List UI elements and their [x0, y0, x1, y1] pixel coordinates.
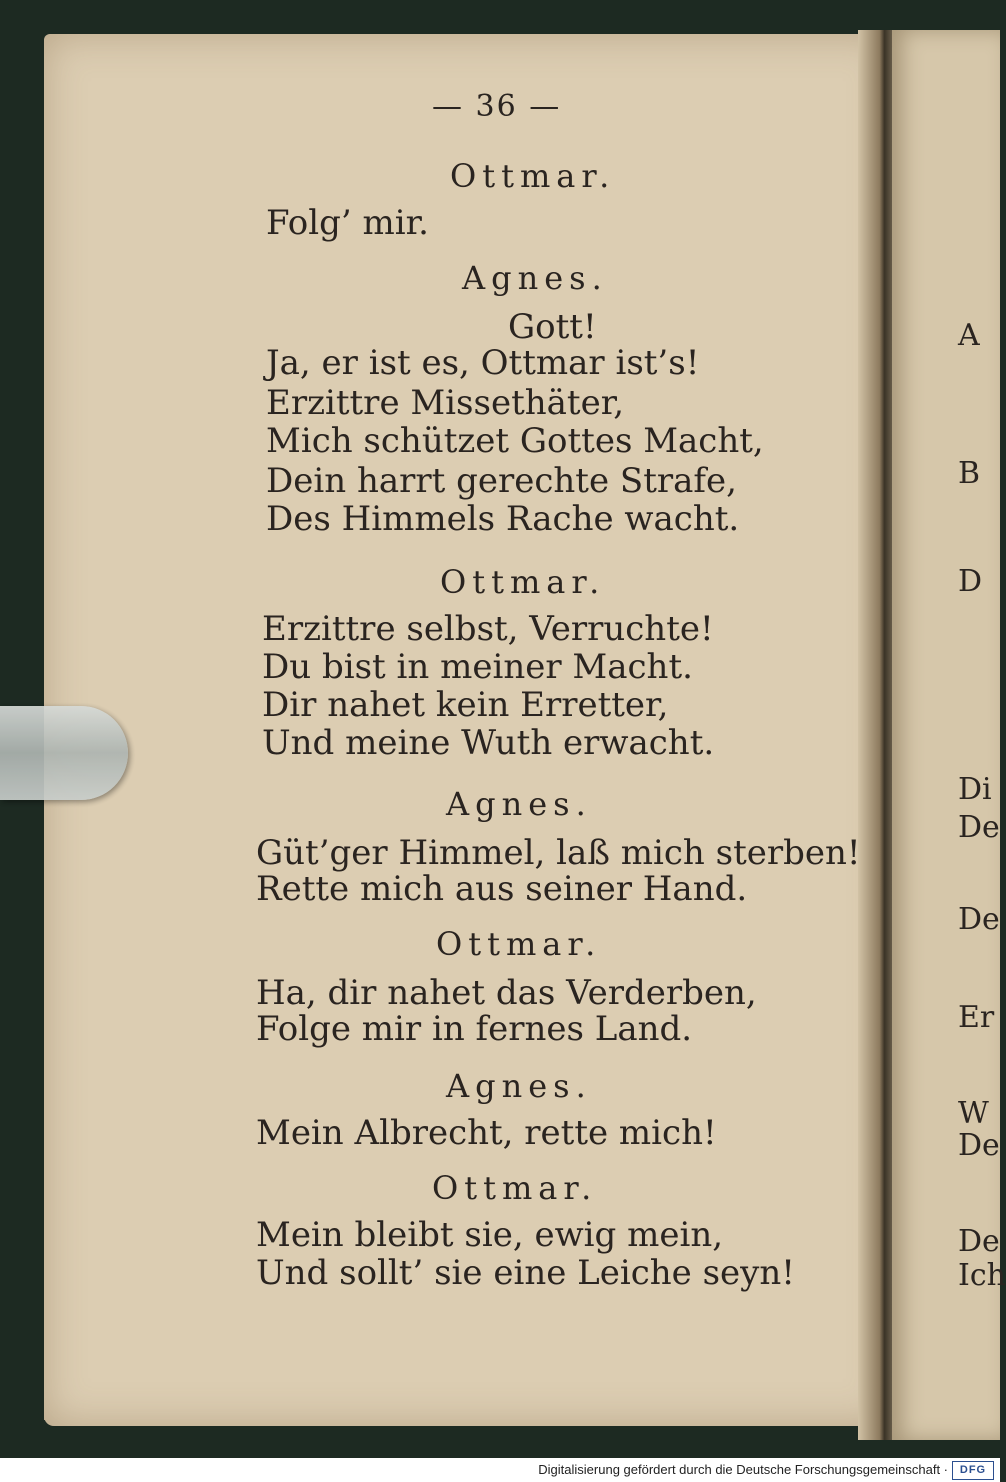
verse-line: Und sollt’ sie eine Leiche seyn! [256, 1253, 795, 1293]
right-page-fragment: W [958, 1096, 989, 1131]
speaker-ottmar: Ottmar. [436, 925, 602, 963]
speaker-agnes: Agnes. [446, 785, 592, 823]
right-page-fragment: A [958, 318, 980, 353]
right-page-fragment: De [958, 810, 1000, 845]
verse-line: Mein bleibt sie, ewig mein, [256, 1215, 724, 1255]
verse-line: Des Himmels Rache wacht. [266, 499, 740, 539]
speaker-agnes: Agnes. [446, 1067, 592, 1105]
verse-line: Ja, er ist es, Ottmar ist’s! [266, 343, 700, 383]
right-page-fragment: Er [958, 1000, 995, 1035]
speaker-ottmar: Ottmar. [432, 1169, 598, 1207]
verse-line: Ha, dir nahet das Verderben, [256, 973, 757, 1013]
verse-line: Erzittre selbst, Verruchte! [262, 609, 714, 649]
verse-line: Mein Albrecht, rette mich! [256, 1113, 717, 1153]
speaker-ottmar: Ottmar. [440, 563, 606, 601]
verse-line: Rette mich aus seiner Hand. [256, 869, 748, 909]
right-page-fragment: Di [958, 772, 992, 807]
verse-line: Gott! [508, 307, 597, 347]
verse-line: Folg’ mir. [266, 203, 429, 243]
verse-line: Folge mir in fernes Land. [256, 1009, 693, 1049]
speaker-ottmar: Ottmar. [450, 157, 616, 195]
verse-line: Dein harrt gerechte Strafe, [266, 461, 737, 501]
verse-line: Dir nahet kein Erretter, [262, 685, 669, 725]
verse-line: Güt’ger Himmel, laß mich sterben! [256, 833, 861, 873]
page-number: — 36 — [432, 89, 562, 124]
footer-credit: Digitalisierung gefördert durch die Deutsche Forschungsgemeinschaft · [538, 1462, 948, 1477]
dfg-logo: DFG [952, 1461, 994, 1480]
right-page-fragment: De [958, 1224, 1000, 1259]
verse-line: Mich schützet Gottes Macht, [266, 421, 764, 461]
verse-line: Erzittre Missethäter, [266, 383, 625, 423]
right-page-fragment: D [958, 564, 983, 599]
right-page-fragment: De [958, 1128, 1000, 1163]
verse-line: Und meine Wuth erwacht. [262, 723, 715, 763]
page-clip [0, 706, 128, 800]
verse-line: Du bist in meiner Macht. [262, 647, 693, 687]
right-page-fragment: B [958, 456, 981, 491]
right-page-fragment: Ich [958, 1258, 1006, 1293]
speaker-agnes: Agnes. [462, 259, 608, 297]
right-page-fragment: De [958, 902, 1000, 937]
